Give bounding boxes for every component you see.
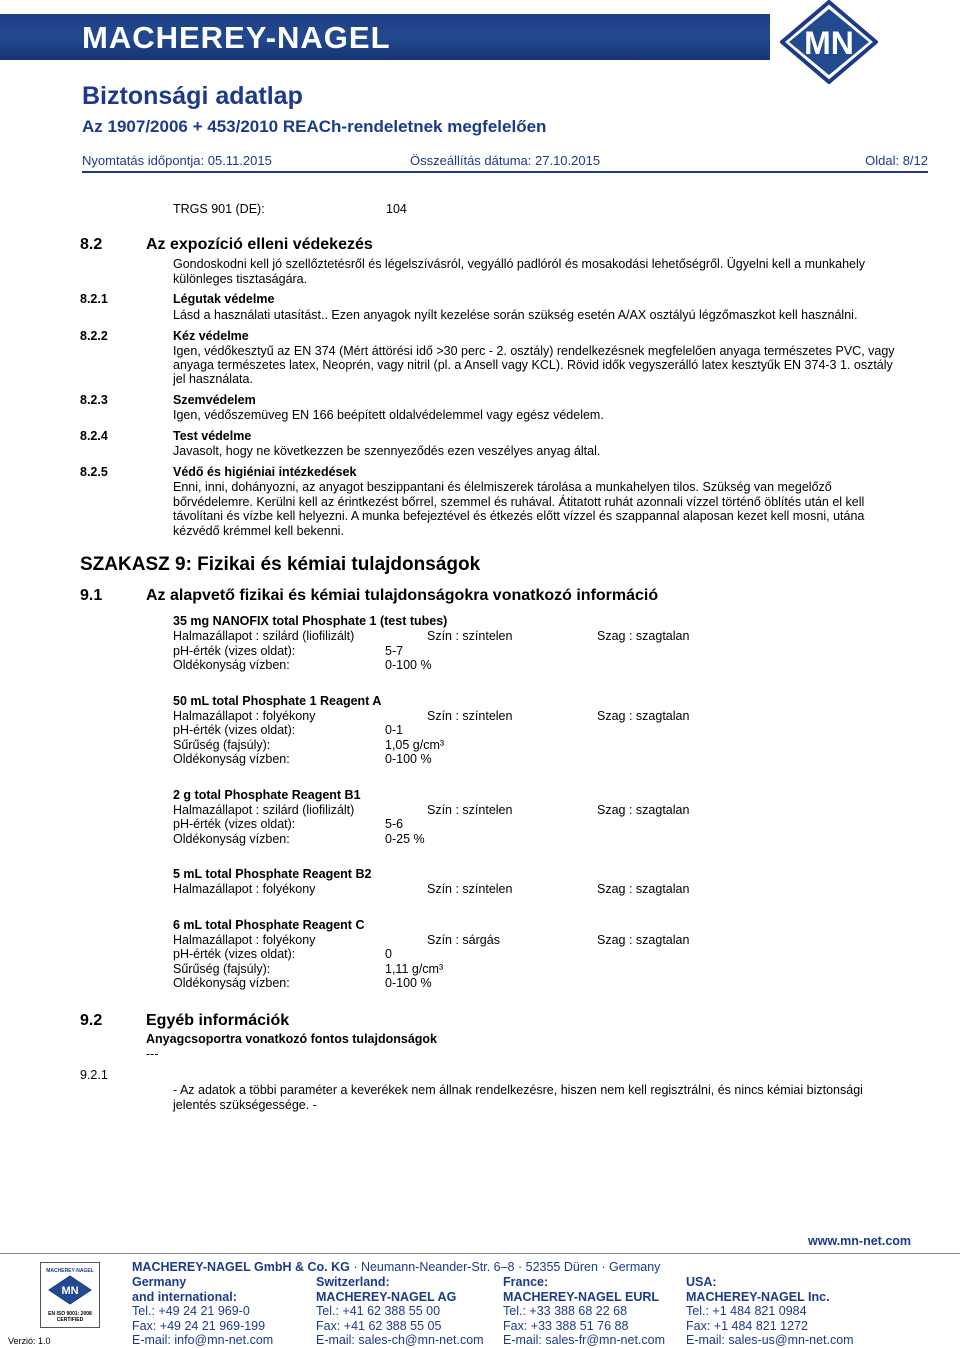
- section-8-2-text-2: különleges tisztaságára.: [173, 272, 308, 286]
- footer-tel: Tel.: +1 484 821 0984: [686, 1304, 807, 1318]
- section-8-2-2-title: Kéz védelme: [173, 329, 249, 343]
- section-8-2-3-title: Szemvédelem: [173, 393, 256, 407]
- footer-rule: [0, 1253, 960, 1254]
- product-odor: Szag : szagtalan: [597, 709, 690, 723]
- logo-text: MN: [804, 25, 854, 61]
- section-8-2-4-title: Test védelme: [173, 429, 252, 443]
- property-value: 0-25 %: [385, 832, 425, 846]
- seal-brand: MACHEREY-NAGEL: [46, 1268, 94, 1274]
- footer-email[interactable]: E-mail: sales-us@mn-net.com: [686, 1333, 854, 1347]
- document-title: Biztonsági adatlap: [82, 82, 303, 110]
- footer-col-subheading: and international:: [132, 1289, 237, 1304]
- section-8-2-3-text: Igen, védőszemüveg EN 166 beépített oldalvédelemmel vagy egész védelem.: [173, 408, 604, 422]
- property-value: 0-100 %: [385, 658, 432, 672]
- property-label: Sűrűség (fajsúly):: [173, 738, 271, 752]
- footer-company: MACHEREY-NAGEL GmbH & Co. KG: [132, 1260, 350, 1274]
- property-value: 0-1: [385, 723, 404, 737]
- section-8-2-number: 8.2: [80, 236, 103, 253]
- product-odor: Szag : szagtalan: [597, 629, 690, 643]
- footer-email[interactable]: E-mail: sales-fr@mn-net.com: [503, 1333, 666, 1347]
- property-label: Oldékonyság vízben:: [173, 976, 290, 990]
- section-9-2-1-number: 9.2.1: [80, 1068, 108, 1082]
- footer-fax: Fax: +49 24 21 969-199: [132, 1318, 266, 1333]
- compile-date: Összeállítás dátuma: 27.10.2015: [410, 153, 601, 168]
- section-9-2-1-line-2: jelentés szükségessége. -: [173, 1098, 317, 1112]
- page-number: Oldal: 8/12: [865, 153, 928, 168]
- footer-website[interactable]: www.mn-net.com: [808, 1234, 912, 1248]
- version-label: Verzió: 1.0: [8, 1336, 51, 1346]
- section-8-2-2-line-3: jel használata.: [173, 372, 253, 386]
- property-label: pH-érték (vizes oldat):: [173, 723, 296, 737]
- footer-col-switzerland: [316, 1275, 496, 1348]
- section-8-2-5-line-4: kézvédő krémmel kell bekenni.: [173, 524, 344, 538]
- iso-certification-seal: [40, 1262, 100, 1328]
- product-name: 50 mL total Phosphate 1 Reagent A: [173, 694, 382, 708]
- property-value: 0: [385, 947, 392, 961]
- section-8-2-2-line-2: anyaga természetes latex, Neoprén, vagy nitril (pl. a Ansell vagy KCL). Rövid idők vegyszerálló latex kesztyűk EN 374-3 1. osztály: [173, 358, 893, 372]
- section-9-1-title: Az alapvető fizikai és kémiai tulajdonságokra vonatkozó információ: [146, 587, 659, 604]
- seal-cert-line-1: EN ISO 9001: 2008: [48, 1311, 92, 1317]
- product-odor: Szag : szagtalan: [597, 803, 690, 817]
- section-8-2-5-line-2: bőrvédelemre. Kerülni kell az érintkezést bőrrel, szemmel és ruhával. Átitatott ruhát azonnali vízzel történő öblítés után el kell: [173, 495, 865, 509]
- product-name: 2 g total Phosphate Reagent B1: [173, 788, 361, 802]
- section-9-2-number: 9.2: [80, 1012, 103, 1029]
- product-color: Szín : színtelen: [427, 803, 513, 817]
- footer-fax: Fax: +33 388 51 76 88: [503, 1318, 629, 1333]
- product-state: Halmazállapot : folyékony: [173, 933, 316, 947]
- footer-email[interactable]: E-mail: info@mn-net.com: [132, 1333, 274, 1347]
- property-value: 5-6: [385, 817, 404, 831]
- product-state: Halmazállapot : folyékony: [173, 709, 316, 723]
- section-9-1-number: 9.1: [80, 587, 103, 604]
- property-value: 1,05 g/cm³: [385, 738, 445, 752]
- property-value: 0-100 %: [385, 976, 432, 990]
- product-name: 35 mg NANOFIX total Phosphate 1 (test tubes): [173, 614, 448, 628]
- trgs-value: 104: [386, 202, 407, 216]
- footer-col-heading: Germany: [132, 1275, 187, 1289]
- property-value: 0-100 %: [385, 752, 432, 766]
- section-9-2-1-line-1: - Az adatok a többi paraméter a keverékek nem állnak rendelkezésre, hiszen nem kell regisztrálni, és nincs kémiai biztonsági: [173, 1083, 863, 1097]
- seal-mn-logo-icon: [41, 1274, 99, 1306]
- section-8-2-4-number: 8.2.4: [80, 429, 108, 443]
- footer-col-subheading: MACHEREY-NAGEL AG: [316, 1289, 457, 1304]
- seal-cert-line-2: CERTIFIED: [56, 1317, 84, 1323]
- section-8-2-3-number: 8.2.3: [80, 393, 108, 407]
- product-color: Szín : színtelen: [427, 709, 513, 723]
- property-label: pH-érték (vizes oldat):: [173, 947, 296, 961]
- product-odor: Szag : szagtalan: [597, 933, 690, 947]
- mn-logo-icon: [780, 0, 878, 84]
- footer-fax: Fax: +41 62 388 55 05: [316, 1318, 442, 1333]
- property-label: pH-érték (vizes oldat):: [173, 817, 296, 831]
- section-9-2-title: Egyéb információk: [146, 1012, 290, 1029]
- footer-address: · Neumann-Neander-Str. 6–8 · 52355 Düren · Germany: [349, 1260, 661, 1274]
- section-8-2-1-title: Légutak védelme: [173, 292, 275, 306]
- property-label: Oldékonyság vízben:: [173, 832, 290, 846]
- footer-col-usa: [686, 1275, 876, 1348]
- product-color: Szín : színtelen: [427, 882, 513, 896]
- section-9-2-subtitle: Anyagcsoportra vonatkozó fontos tulajdonságok: [146, 1032, 437, 1046]
- footer-company-line: [132, 1260, 660, 1275]
- document-subtitle: Az 1907/2006 + 453/2010 REACh-rendeletnek megfelelően: [82, 117, 547, 136]
- footer-col-france: [503, 1275, 683, 1348]
- product-color: Szín : színtelen: [427, 629, 513, 643]
- footer-tel: Tel.: +33 388 68 22 68: [503, 1304, 628, 1318]
- footer-tel: Tel.: +49 24 21 969-0: [132, 1304, 250, 1318]
- product-name: 5 mL total Phosphate Reagent B2: [173, 867, 372, 881]
- header-rule: [82, 171, 928, 173]
- brand-name: MACHEREY-NAGEL: [82, 20, 391, 55]
- section-8-2-5-line-3: távolítani és vízbe kell helyezni. A munka befejeztével és étkezés előtt vízzel és szappannal alaposan kezet kell mosni, utána: [173, 509, 865, 523]
- trgs-label: TRGS 901 (DE):: [173, 202, 265, 216]
- section-8-2-title: Az expozíció elleni védekezés: [146, 236, 373, 253]
- section-8-2-5-title: Védő és higiéniai intézkedések: [173, 465, 357, 479]
- product-state: Halmazállapot : szilárd (liofilizált): [173, 629, 355, 643]
- footer-col-heading: Switzerland:: [316, 1275, 390, 1289]
- section-8-2-2-number: 8.2.2: [80, 329, 108, 343]
- section-8-2-1-text: Lásd a használati utasítást.. Ezen anyagok nyílt kezelése során szükség esetén A/AX osztályú légzőmaszkot kell használni.: [173, 308, 858, 322]
- section-8-2-2-line-1: Igen, védőkesztyű az EN 374 (Mért áttörési idő >30 perc - 2. osztály) rendelkezésnek megfelelően anyaga természetes PVC, vagy: [173, 344, 895, 358]
- property-value: 1,11 g/cm³: [385, 962, 444, 976]
- section-9-heading: SZAKASZ 9: Fizikai és kémiai tulajdonságok: [80, 554, 481, 575]
- product-name: 6 mL total Phosphate Reagent C: [173, 918, 365, 932]
- section-8-2-1-number: 8.2.1: [80, 292, 108, 306]
- footer-tel: Tel.: +41 62 388 55 00: [316, 1304, 441, 1318]
- product-state: Halmazállapot : folyékony: [173, 882, 316, 896]
- footer-col-subheading: MACHEREY-NAGEL Inc.: [686, 1289, 830, 1304]
- seal-logo-text: MN: [61, 1285, 79, 1297]
- footer-email[interactable]: E-mail: sales-ch@mn-net.com: [316, 1333, 484, 1347]
- property-value: 5-7: [385, 644, 404, 658]
- property-label: Sűrűség (fajsúly):: [173, 962, 271, 976]
- property-label: Oldékonyság vízben:: [173, 658, 290, 672]
- product-state: Halmazállapot : szilárd (liofilizált): [173, 803, 355, 817]
- section-8-2-text-1: Gondoskodni kell jó szellőztetésről és légelszívásról, vegyálló padlóról és mosakodási lehetőségről. Ügyelni kell a munkahely: [173, 257, 866, 271]
- footer-fax: Fax: +1 484 821 1272: [686, 1318, 808, 1333]
- print-date: Nyomtatás időpontja: 05.11.2015: [82, 153, 272, 168]
- product-color: Szín : sárgás: [427, 933, 500, 947]
- footer-col-subheading: MACHEREY-NAGEL EURL: [503, 1289, 660, 1304]
- section-9-2-dash: ---: [146, 1047, 159, 1061]
- footer-col-heading: France:: [503, 1275, 549, 1289]
- property-label: pH-érték (vizes oldat):: [173, 644, 296, 658]
- section-8-2-5-number: 8.2.5: [80, 465, 108, 479]
- property-label: Oldékonyság vízben:: [173, 752, 290, 766]
- footer-col-heading: USA:: [686, 1275, 717, 1289]
- section-8-2-4-text: Javasolt, hogy ne következzen be szennyeződés ezen veszélyes anyag által.: [173, 444, 601, 458]
- product-odor: Szag : szagtalan: [597, 882, 690, 896]
- footer-col-germany: [132, 1275, 307, 1348]
- section-8-2-5-line-1: Enni, inni, dohányozni, az anyagot beszippantani és élelmiszerek tárolása a munkahelyen tilos. Szükség van megelőző: [173, 480, 832, 494]
